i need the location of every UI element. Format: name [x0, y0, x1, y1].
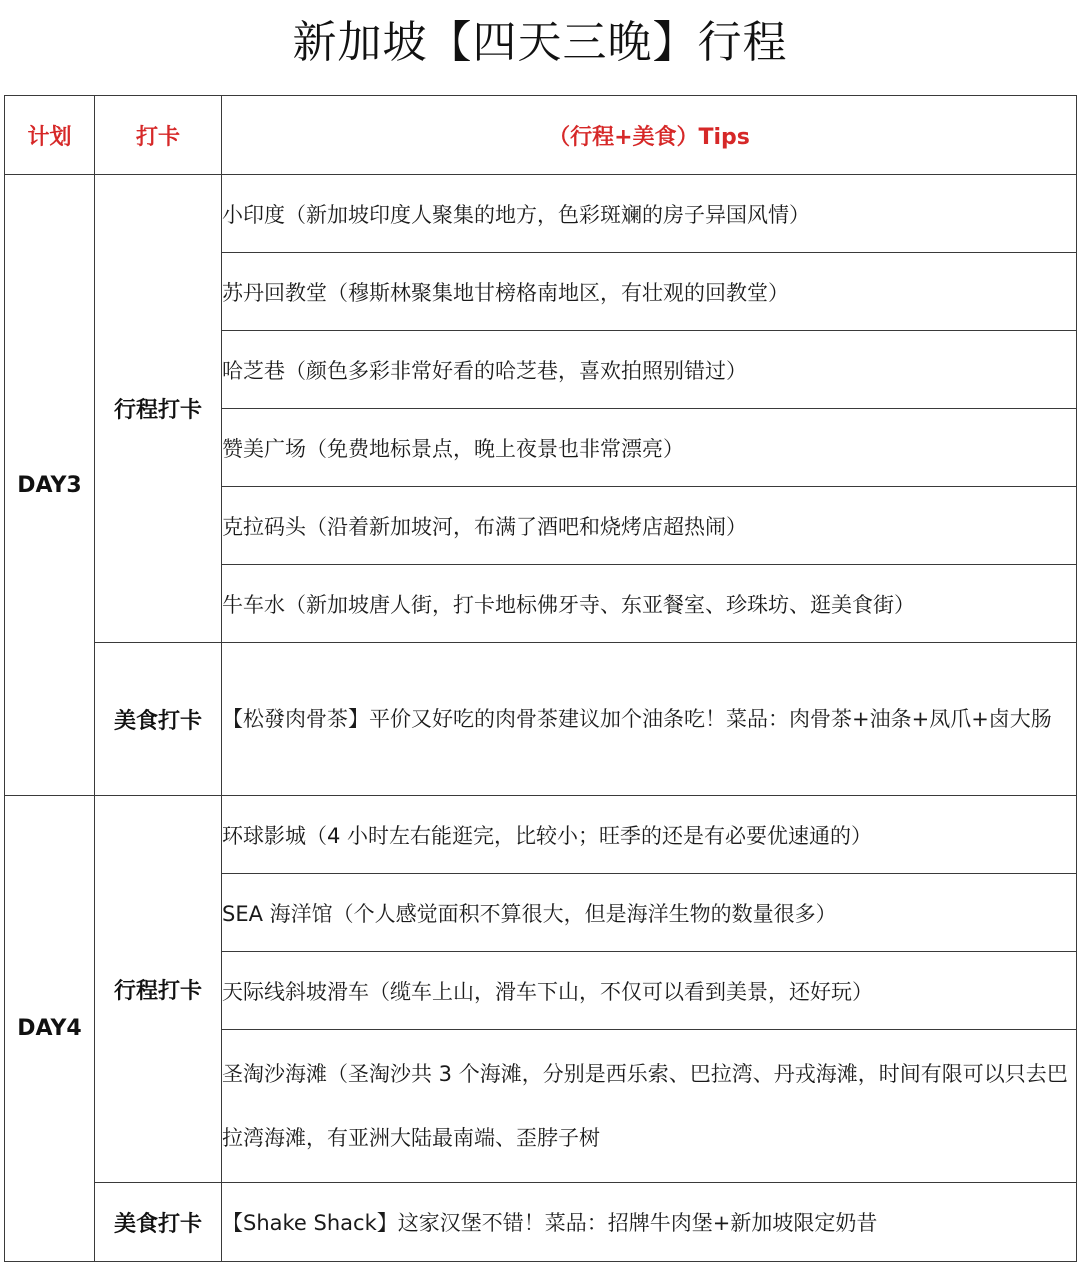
tip-item: 苏丹回教堂（穆斯林聚集地甘榜格南地区，有壮观的回教堂） [222, 253, 1077, 331]
tip-item: SEA 海洋馆（个人感觉面积不算很大，但是海洋生物的数量很多） [222, 874, 1077, 952]
table-header-row [5, 96, 1077, 175]
day-label-day3: DAY3 [5, 175, 95, 796]
header-tips: （行程+美食）Tips [222, 96, 1077, 175]
day-label-day4: DAY4 [5, 796, 95, 1262]
tip-item: 哈芝巷（颜色多彩非常好看的哈芝巷，喜欢拍照别错过） [222, 331, 1077, 409]
header-plan: 计划 [5, 96, 95, 175]
table-row [5, 643, 1077, 796]
tip-item: 天际线斜坡滑车（缆车上山，滑车下山，不仅可以看到美景，还好玩） [222, 952, 1077, 1030]
tip-item: 牛车水（新加坡唐人街，打卡地标佛牙寺、东亚餐室、珍珠坊、逛美食街） [222, 565, 1077, 643]
tip-item: 克拉码头（沿着新加坡河，布满了酒吧和烧烤店超热闹） [222, 487, 1077, 565]
tip-item: 小印度（新加坡印度人聚集的地方，色彩斑斓的房子异国风情） [222, 175, 1077, 253]
tip-item: 圣淘沙海滩（圣淘沙共 3 个海滩，分别是西乐索、巴拉湾、丹戎海滩，时间有限可以只去巴拉湾海滩，有亚洲大陆最南端、歪脖子树 [222, 1030, 1077, 1183]
category-food-day4: 美食打卡 [95, 1183, 222, 1262]
tip-food-item: 【松發肉骨茶】平价又好吃的肉骨茶建议加个油条吃！菜品：肉骨茶+油条+凤爪+卤大肠 [222, 643, 1077, 796]
category-itinerary-day3: 行程打卡 [95, 175, 222, 643]
tip-item: 环球影城（4 小时左右能逛完，比较小；旺季的还是有必要优速通的） [222, 796, 1077, 874]
category-food-day3: 美食打卡 [95, 643, 222, 796]
header-checkin: 打卡 [95, 96, 222, 175]
page-title: 新加坡【四天三晚】行程 [292, 17, 788, 68]
itinerary-table [4, 95, 1077, 1262]
table-row [5, 796, 1077, 874]
table-row [5, 175, 1077, 253]
category-itinerary-day4: 行程打卡 [95, 796, 222, 1183]
table-row [5, 1183, 1077, 1262]
tip-food-item: 【Shake Shack】这家汉堡不错！菜品：招牌牛肉堡+新加坡限定奶昔 [222, 1183, 1077, 1262]
tip-item: 赞美广场（免费地标景点，晚上夜景也非常漂亮） [222, 409, 1077, 487]
